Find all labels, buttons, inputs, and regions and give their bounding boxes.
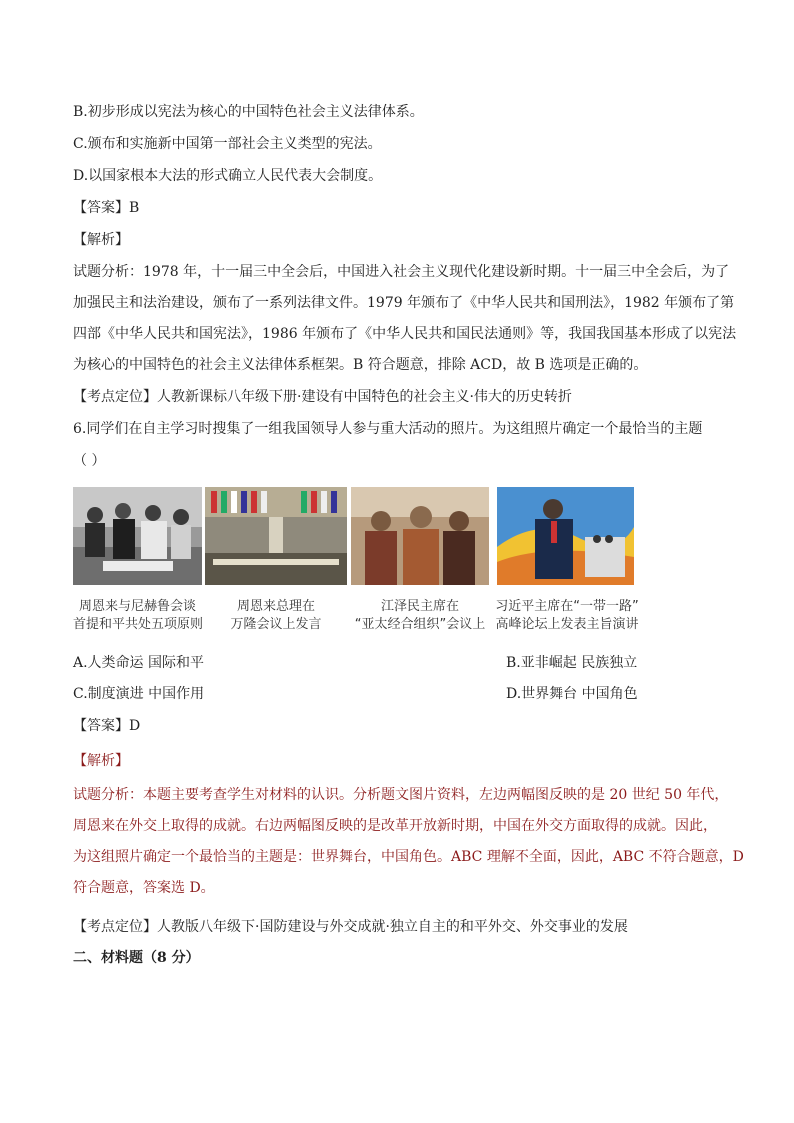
option-b-prev: B.初步形成以宪法为核心的中国特色社会主义法律体系。 — [73, 104, 424, 120]
option-c-prev: C.颁布和实施新中国第一部社会主义类型的宪法。 — [73, 136, 382, 152]
caption-photo-4 — [488, 598, 646, 634]
q5-kaodian: 【考点定位】人教新课标八年级下册·建设有中国特色的社会主义·伟大的历史转折 — [73, 389, 572, 405]
q6-analysis-label: 【解析】 — [73, 753, 129, 769]
photo-belt-road — [497, 487, 634, 585]
q6-answer: 【答案】D — [73, 718, 141, 734]
option-a: A.人类命运 国际和平 — [73, 655, 205, 671]
caption-line: 习近平主席在“一带一路” — [495, 599, 639, 614]
section-title: 二、材料题（8 分） — [73, 950, 200, 966]
caption-line: “亚太经合组织”会议上 — [354, 617, 486, 632]
option-d-prev: D.以国家根本大法的形式确立人民代表大会制度。 — [73, 168, 383, 184]
caption-line: 高峰论坛上发表主旨演讲 — [495, 617, 639, 632]
q6-analysis-line: 试题分析：本题主要考查学生对材料的认识。分析题文图片资料，左边两幅图反映的是 20 世纪 50 年代， — [73, 787, 729, 803]
q6-bracket: （ ） — [73, 453, 106, 469]
option-b: B.亚非崛起 民族独立 — [506, 655, 638, 671]
q6-stem: 6.同学们在自主学习时搜集了一组我国领导人参与重大活动的照片。为这组照片确定一个最恰当的主题 — [73, 421, 703, 437]
photo-bandung — [205, 487, 347, 585]
q5-analysis-label: 【解析】 — [73, 232, 129, 248]
caption-photo-3 — [341, 598, 499, 634]
photo-apec — [351, 487, 489, 585]
option-c: C.制度演进 中国作用 — [73, 686, 205, 702]
q6-analysis-line: 符合题意，答案选 D。 — [73, 880, 215, 896]
q6-analysis-line: 为这组照片确定一个最恰当的主题是：世界舞台，中国角色。ABC 理解不全面，因此，ABC 不符合题意，D — [73, 849, 744, 865]
caption-photo-1 — [73, 598, 202, 634]
caption-photo-2 — [205, 598, 347, 634]
caption-line: 万隆会议上发言 — [230, 617, 322, 632]
q6-kaodian: 【考点定位】人教版八年级下·国防建设与外交成就·独立自主的和平外交、外交事业的发展 — [73, 919, 628, 935]
q5-analysis-line: 加强民主和法治建设，颁布了一系列法律文件。1979 年颁布了《中华人民共和国刑法》，1982 年颁布了第 — [73, 295, 735, 311]
option-d: D.世界舞台 中国角色 — [506, 686, 638, 702]
caption-line: 周恩来总理在 — [236, 599, 315, 614]
q5-analysis-line: 试题分析：1978 年，十一届三中全会后，中国进入社会主义现代化建设新时期。十一届三中全会后，为了 — [73, 264, 730, 280]
q5-answer: 【答案】B — [73, 200, 140, 216]
caption-line: 江泽民主席在 — [380, 599, 459, 614]
q5-analysis-line: 为核心的中国特色的社会主义法律体系框架。B 符合题意，排除 ACD，故 B 选项是正确的。 — [73, 357, 648, 373]
caption-line: 周恩来与尼赫鲁会谈 — [78, 599, 196, 614]
q5-analysis-line: 四部《中华人民共和国宪法》，1986 年颁布了《中华人民共和国民法通则》等，我国我国基本形成了以宪法 — [73, 326, 737, 342]
q6-analysis-line: 周恩来在外交上取得的成就。右边两幅图反映的是改革开放新时期，中国在外交方面取得的成就。因此， — [73, 818, 717, 834]
caption-line: 首提和平共处五项原则 — [73, 617, 204, 632]
photo-zhou-nehru — [73, 487, 202, 585]
